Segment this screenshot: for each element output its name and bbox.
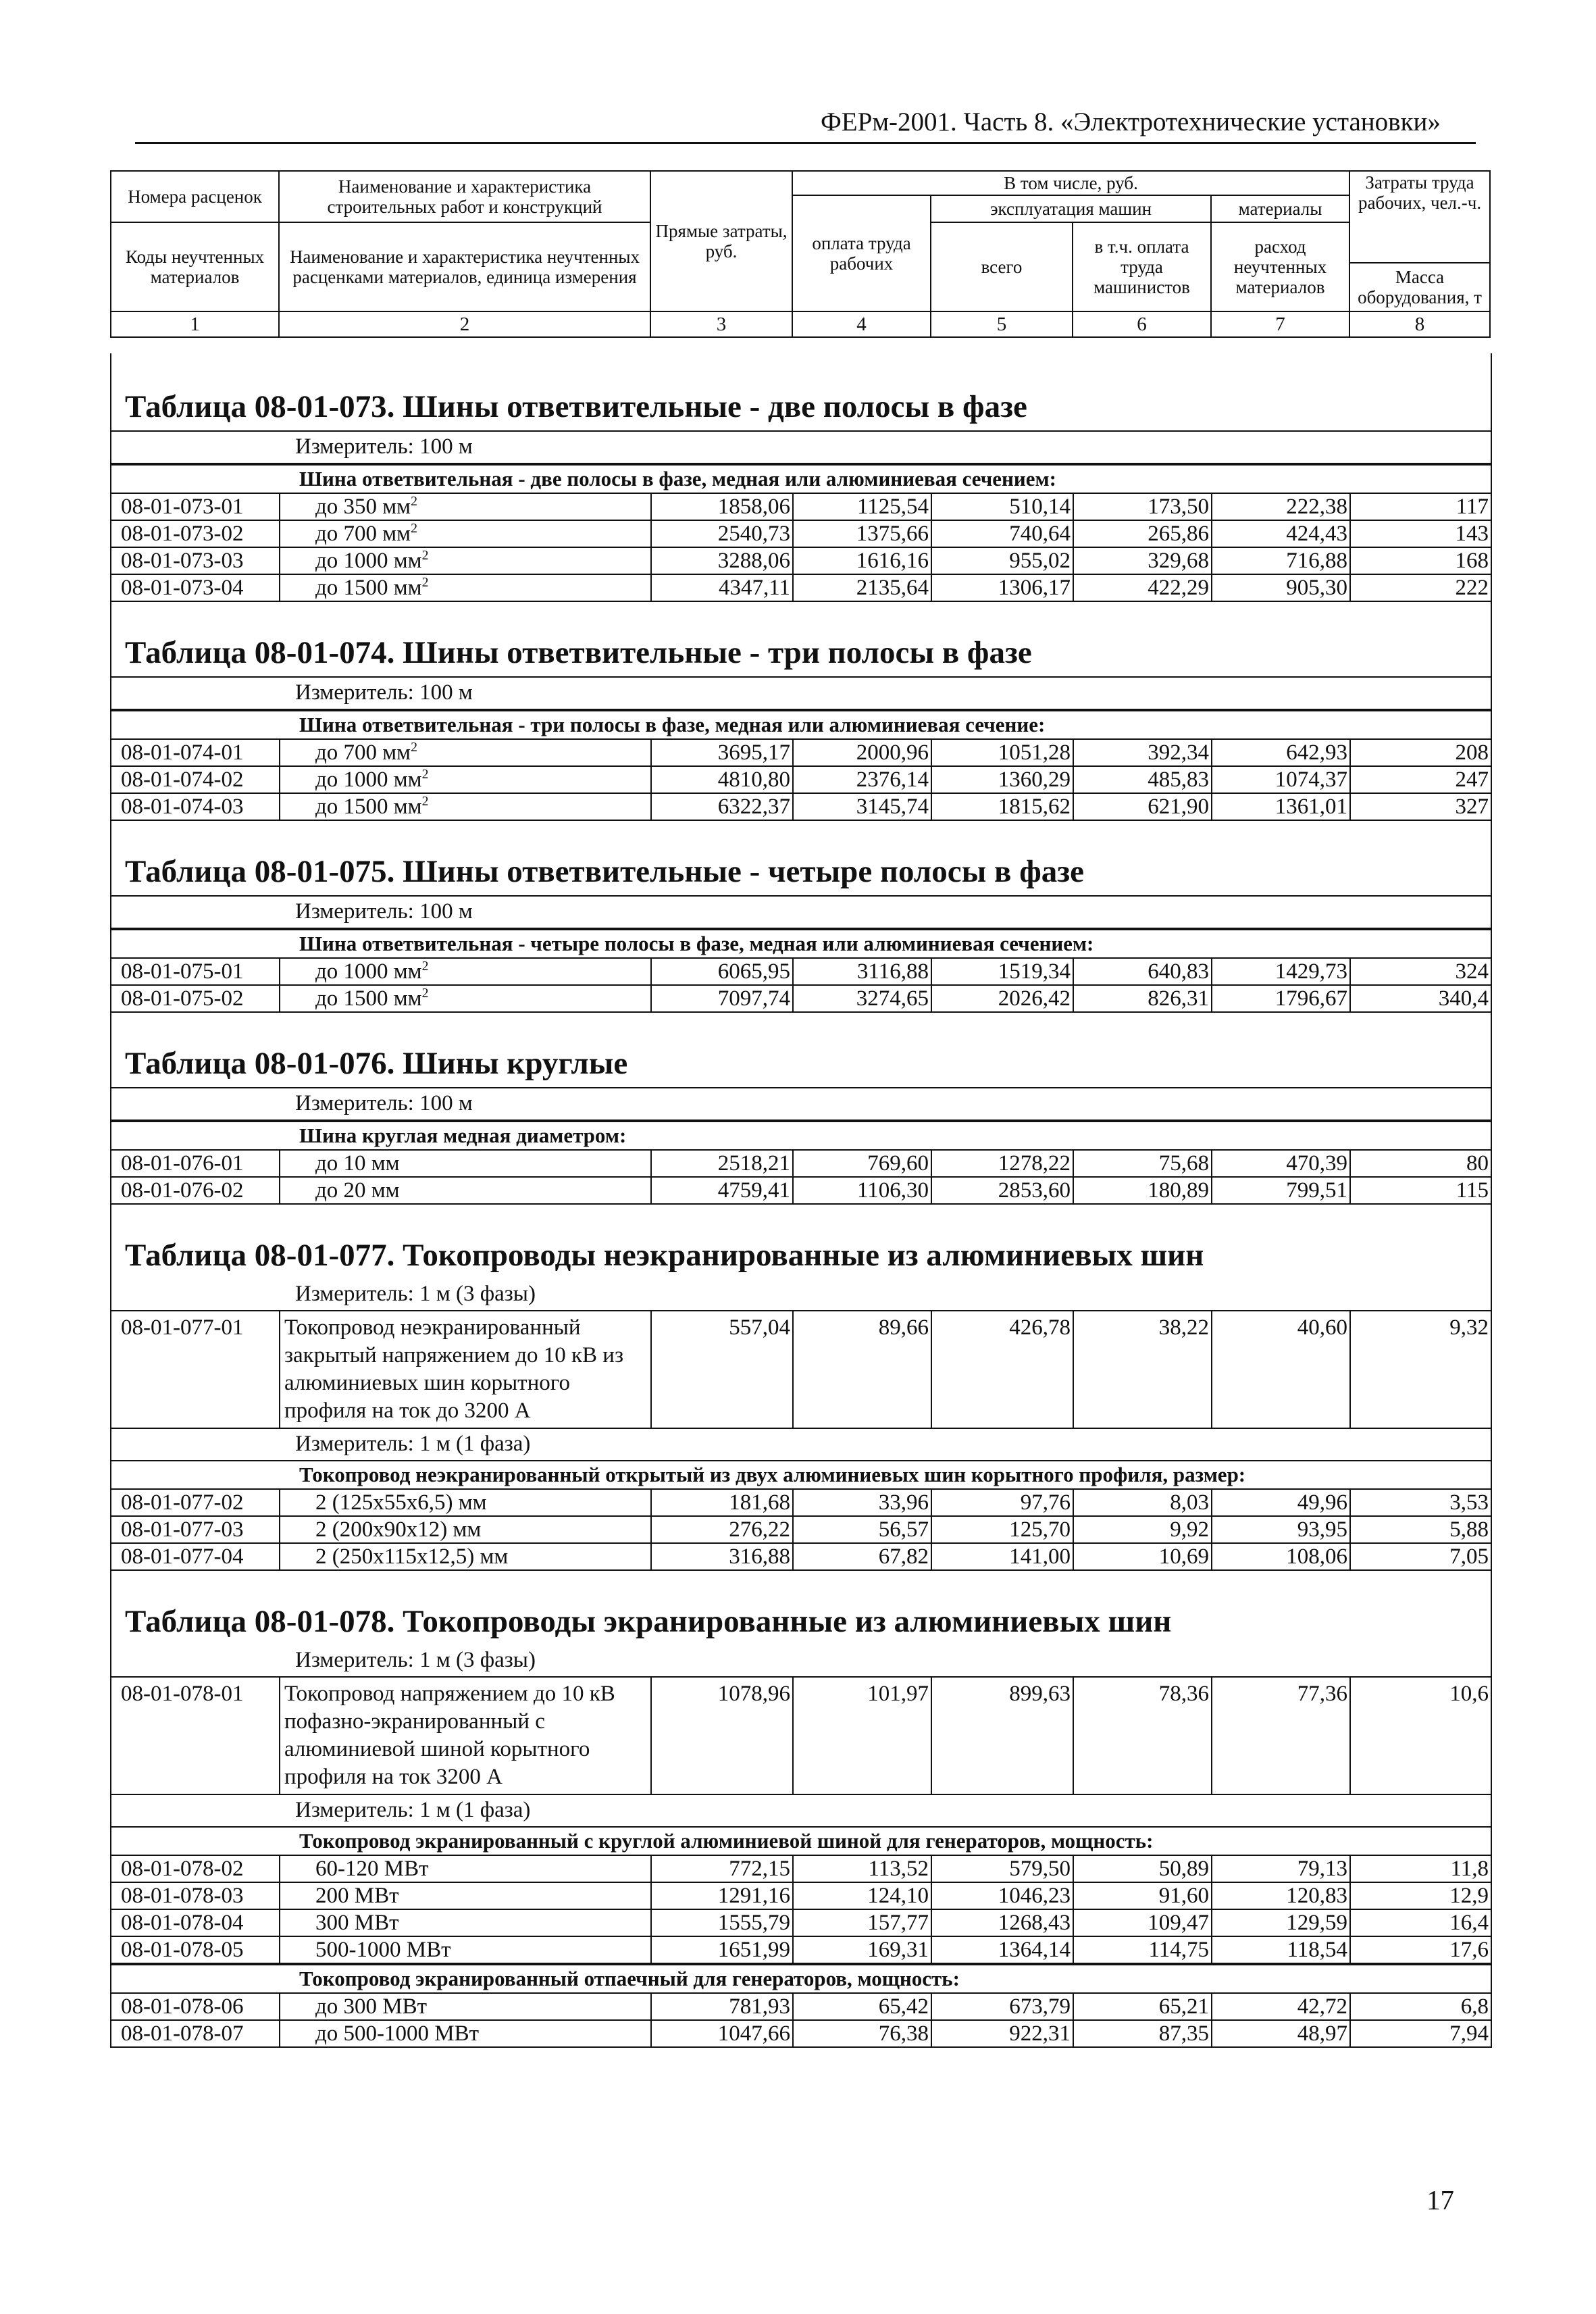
rate-code-cell: 08-01-076-01 (111, 1151, 280, 1177)
section-heading: Шина ответвительная - три полосы в фазе, медная или алюминиевая сечение: (111, 710, 1491, 740)
machines-cost-cell: 922,31 (931, 2020, 1073, 2047)
rate-code-cell: 08-01-078-02 (111, 1856, 280, 1882)
labor-cost-cell: 33,96 (793, 1490, 931, 1516)
labor-cost-cell: 2376,14 (793, 766, 931, 793)
table-block (111, 388, 1491, 602)
table-row (111, 520, 1491, 547)
data-table (111, 959, 1491, 1013)
machines-cost-cell: 125,70 (931, 1516, 1073, 1543)
direct-cost-cell: 781,93 (651, 1994, 793, 2020)
work-name-text: до 1500 мм (315, 576, 422, 600)
operators-cost-cell: 38,22 (1073, 1311, 1212, 1428)
direct-cost-cell: 316,88 (651, 1543, 793, 1570)
tables-container (110, 353, 1492, 2048)
header-rule (135, 142, 1476, 144)
direct-cost-cell: 1047,66 (651, 2020, 793, 2047)
labor-cost-cell: 113,52 (793, 1856, 931, 1882)
materials-cell: 118,54 (1212, 1936, 1350, 1963)
operators-cost-cell: 826,31 (1073, 985, 1212, 1012)
work-name-cell (280, 1516, 651, 1543)
rate-code-cell: 08-01-078-03 (111, 1882, 280, 1909)
meter-label: Измеритель: 100 м (111, 1087, 1491, 1121)
machines-cost-cell: 510,14 (931, 494, 1073, 520)
data-table (111, 1856, 1491, 1964)
materials-cell: 1074,37 (1212, 766, 1350, 793)
data-table (111, 1994, 1491, 2048)
direct-cost-cell: 772,15 (651, 1856, 793, 1882)
unit-superscript: 2 (411, 494, 417, 509)
rate-code-cell: 08-01-075-01 (111, 959, 280, 985)
table-row (111, 1882, 1491, 1909)
work-name-cell (280, 1177, 651, 1204)
labor-hours-cell: 3,53 (1350, 1490, 1491, 1516)
col6-header: в т.ч. оплата труда машинистов (1073, 222, 1211, 311)
unit-superscript: 2 (421, 575, 429, 590)
materials-cell: 716,88 (1212, 547, 1350, 574)
data-table (111, 1490, 1491, 1571)
operators-cost-cell: 109,47 (1073, 1909, 1212, 1936)
col8-header-bottom: Масса оборудования, т (1349, 263, 1490, 311)
machines-cost-cell: 1360,29 (931, 766, 1073, 793)
labor-cost-cell: 3116,88 (793, 959, 931, 985)
rate-code-cell: 08-01-073-04 (111, 574, 280, 601)
materials-cell: 120,83 (1212, 1882, 1350, 1909)
materials-cell: 49,96 (1212, 1490, 1350, 1516)
page-header: ФЕРм-2001. Часть 8. «Электротехнические установки» (821, 107, 1441, 136)
work-name-text: до 700 мм (315, 740, 411, 765)
rate-code-cell: 08-01-073-01 (111, 494, 280, 520)
work-name-cell (280, 985, 651, 1012)
work-name-cell (280, 766, 651, 793)
machines-cost-cell: 955,02 (931, 547, 1073, 574)
section-heading: Шина круглая медная диаметром: (111, 1121, 1491, 1151)
direct-cost-cell: 4810,80 (651, 766, 793, 793)
section-heading: Токопровод экранированный отпаечный для генераторов, мощность: (111, 1964, 1491, 1994)
machines-cost-cell: 141,00 (931, 1543, 1073, 1570)
labor-hours-cell: 17,6 (1350, 1936, 1491, 1963)
rate-code-cell: 08-01-078-01 (111, 1677, 280, 1794)
work-name-cell (280, 1490, 651, 1516)
col5-header: всего (931, 222, 1073, 311)
table-title: Таблица 08-01-077. Токопроводы неэкранированные из алюминиевых шин (125, 1238, 1204, 1273)
work-name-cell (280, 2020, 651, 2047)
labor-cost-cell: 67,82 (793, 1543, 931, 1570)
direct-cost-cell: 276,22 (651, 1516, 793, 1543)
table-title: Таблица 08-01-075. Шины ответвительные - четыре полосы в фазе (125, 854, 1084, 889)
direct-cost-cell: 1858,06 (651, 494, 793, 520)
operators-cost-cell: 485,83 (1073, 766, 1212, 793)
labor-hours-cell: 80 (1350, 1151, 1491, 1177)
work-name-cell: Токопровод напряжением до 10 кВ пофазно-экранированный с алюминиевой шиной корытного профиля на ток 3200 А (280, 1677, 651, 1794)
operators-cost-cell: 50,89 (1073, 1856, 1212, 1882)
work-name-text: 500-1000 МВт (315, 1938, 451, 1962)
direct-cost-cell: 3695,17 (651, 740, 793, 766)
column-number: 5 (931, 311, 1073, 337)
work-name-text: до 350 мм (315, 495, 411, 519)
operators-cost-cell: 422,29 (1073, 574, 1212, 601)
direct-cost-cell: 1555,79 (651, 1909, 793, 1936)
labor-hours-cell: 5,88 (1350, 1516, 1491, 1543)
operators-cost-cell: 114,75 (1073, 1936, 1212, 1963)
work-name-cell (280, 1994, 651, 2020)
operators-cost-cell: 87,35 (1073, 2020, 1212, 2047)
direct-cost-cell: 2518,21 (651, 1151, 793, 1177)
labor-cost-cell: 1106,30 (793, 1177, 931, 1204)
materials-cell: 79,13 (1212, 1856, 1350, 1882)
labor-cost-cell: 65,42 (793, 1994, 931, 2020)
machines-cost-cell: 740,64 (931, 520, 1073, 547)
work-name-text: 2 (250x115x12,5) мм (315, 1544, 509, 1569)
work-name-text: до 300 МВт (315, 1994, 428, 2019)
labor-hours-cell: 247 (1350, 766, 1491, 793)
work-name-cell (280, 1151, 651, 1177)
work-name-cell (280, 494, 651, 520)
direct-cost-cell: 1078,96 (651, 1677, 793, 1794)
work-name-cell (280, 574, 651, 601)
work-name-text: 60-120 МВт (315, 1857, 429, 1881)
rate-code-cell: 08-01-077-01 (111, 1311, 280, 1428)
operators-cost-cell: 75,68 (1073, 1151, 1212, 1177)
unit-superscript: 2 (421, 986, 429, 1001)
machines-cost-cell: 1268,43 (931, 1909, 1073, 1936)
materials-cell: 42,72 (1212, 1994, 1350, 2020)
labor-hours-cell: 208 (1350, 740, 1491, 766)
column-number: 8 (1349, 311, 1490, 337)
rate-code-cell: 08-01-078-06 (111, 1994, 280, 2020)
column-number: 7 (1211, 311, 1349, 337)
table-row (111, 1177, 1491, 1204)
work-name-cell (280, 1936, 651, 1963)
labor-cost-cell: 76,38 (793, 2020, 931, 2047)
unit-superscript: 2 (421, 767, 429, 782)
labor-cost-cell: 3145,74 (793, 793, 931, 820)
operators-cost-cell: 621,90 (1073, 793, 1212, 820)
work-name-text: 200 МВт (315, 1884, 399, 1908)
rate-code-cell: 08-01-073-02 (111, 520, 280, 547)
operators-cost-cell: 640,83 (1073, 959, 1212, 985)
labor-cost-cell: 56,57 (793, 1516, 931, 1543)
column-number: 3 (650, 311, 792, 337)
labor-hours-cell: 327 (1350, 793, 1491, 820)
operators-cost-cell: 91,60 (1073, 1882, 1212, 1909)
rate-code-cell: 08-01-074-01 (111, 740, 280, 766)
col1-header-top: Номера расценок (111, 171, 279, 222)
column-number: 6 (1073, 311, 1211, 337)
direct-cost-cell: 181,68 (651, 1490, 793, 1516)
work-name-cell (280, 1543, 651, 1570)
operators-cost-cell: 65,21 (1073, 1994, 1212, 2020)
meter-label: Измеритель: 1 м (1 фаза) (295, 1432, 531, 1456)
direct-cost-cell: 4347,11 (651, 574, 793, 601)
table-row (111, 2020, 1491, 2047)
machines-cost-cell: 673,79 (931, 1994, 1073, 2020)
table-row (111, 494, 1491, 520)
table-row (111, 547, 1491, 574)
materials-cell: 40,60 (1212, 1311, 1350, 1428)
col2-header-bottom: Наименование и характеристика неучтенных расценками материалов, единица измерения (279, 222, 650, 311)
table-row (111, 1856, 1491, 1882)
table-row (111, 574, 1491, 601)
materials-cell: 129,59 (1212, 1909, 1350, 1936)
operators-cost-cell: 8,03 (1073, 1490, 1212, 1516)
work-name-text: 2 (125x55x6,5) мм (315, 1490, 487, 1515)
section-heading: Шина ответвительная - две полосы в фазе, медная или алюминиевая сечением: (111, 464, 1491, 494)
machines-cost-cell: 2026,42 (931, 985, 1073, 1012)
column-number-row (111, 311, 1490, 337)
work-name-text: 2 (200x90x12) мм (315, 1517, 482, 1542)
labor-hours-cell: 7,05 (1350, 1543, 1491, 1570)
table-title: Таблица 08-01-073. Шины ответвительные - две полосы в фазе (125, 389, 1027, 424)
work-name-text: до 500-1000 МВт (315, 2021, 480, 2046)
work-name-cell (280, 547, 651, 574)
col8-header-top: Затраты труда рабочих, чел.-ч. (1349, 171, 1490, 263)
table-row (111, 740, 1491, 766)
labor-hours-cell: 10,6 (1350, 1677, 1491, 1794)
materials-cell: 470,39 (1212, 1151, 1350, 1177)
unit-superscript: 2 (421, 959, 429, 974)
data-table (111, 1151, 1491, 1205)
machines-cost-cell: 579,50 (931, 1856, 1073, 1882)
rate-code-cell: 08-01-077-03 (111, 1516, 280, 1543)
table-row (111, 1994, 1491, 2020)
data-table (111, 494, 1491, 602)
table-block (111, 1045, 1491, 1205)
table-title: Таблица 08-01-078. Токопроводы экранированные из алюминиевых шин (125, 1604, 1172, 1639)
rate-code-cell: 08-01-074-02 (111, 766, 280, 793)
machines-cost-cell: 1364,14 (931, 1936, 1073, 1963)
work-name-text: до 1000 мм (315, 549, 422, 573)
materials-cell: 1796,67 (1212, 985, 1350, 1012)
direct-cost-cell: 4759,41 (651, 1177, 793, 1204)
labor-hours-cell: 12,9 (1350, 1882, 1491, 1909)
rate-code-cell: 08-01-077-04 (111, 1543, 280, 1570)
work-name-cell (280, 520, 651, 547)
labor-hours-cell: 143 (1350, 520, 1491, 547)
table-row (111, 1543, 1491, 1570)
machines-group-header: эксплуатация машин (931, 195, 1211, 222)
table-row (111, 1677, 1491, 1794)
rate-code-cell: 08-01-073-03 (111, 547, 280, 574)
direct-cost-cell: 6065,95 (651, 959, 793, 985)
machines-cost-cell: 426,78 (931, 1311, 1073, 1428)
materials-cell: 77,36 (1212, 1677, 1350, 1794)
table-row (111, 1311, 1491, 1428)
table-row (111, 1516, 1491, 1543)
meter-label: Измеритель: 1 м (1 фаза) (295, 1798, 531, 1822)
rate-code-cell: 08-01-078-05 (111, 1936, 280, 1963)
table-row (111, 1490, 1491, 1516)
section-heading: Токопровод экранированный с круглой алюминиевой шиной для генераторов, мощность: (111, 1826, 1491, 1856)
labor-hours-cell: 115 (1350, 1177, 1491, 1204)
machines-cost-cell: 1278,22 (931, 1151, 1073, 1177)
work-name-cell (280, 793, 651, 820)
materials-cell: 905,30 (1212, 574, 1350, 601)
section-heading: Шина ответвительная - четыре полосы в фазе, медная или алюминиевая сечением: (111, 929, 1491, 959)
rate-code-cell: 08-01-074-03 (111, 793, 280, 820)
operators-cost-cell: 173,50 (1073, 494, 1212, 520)
table-block (111, 634, 1491, 821)
labor-cost-cell: 1616,16 (793, 547, 931, 574)
materials-cell: 108,06 (1212, 1543, 1350, 1570)
labor-cost-cell: 124,10 (793, 1882, 931, 1909)
direct-cost-cell: 3288,06 (651, 547, 793, 574)
col7-header: расход неучтенных материалов (1211, 222, 1349, 311)
work-name-text: 300 МВт (315, 1911, 399, 1935)
materials-cell: 48,97 (1212, 2020, 1350, 2047)
table-block (111, 853, 1491, 1013)
col3-header: Прямые затраты, руб. (650, 171, 792, 311)
work-name-text: до 1000 мм (315, 959, 422, 984)
labor-cost-cell: 169,31 (793, 1936, 931, 1963)
work-name-cell: Токопровод неэкранированный закрытый напряжением до 10 кВ из алюминиевых шин корытного профиля на ток до 3200 А (280, 1311, 651, 1428)
table-block (111, 1237, 1491, 1571)
column-header-table (110, 170, 1491, 338)
materials-cell: 1361,01 (1212, 793, 1350, 820)
work-name-cell (280, 1882, 651, 1909)
work-name-text: до 1500 мм (315, 986, 422, 1011)
work-name-text: до 1500 мм (315, 795, 422, 819)
col4-header: оплата труда рабочих (792, 195, 931, 311)
table-title: Таблица 08-01-076. Шины круглые (125, 1046, 628, 1081)
direct-cost-cell: 6322,37 (651, 793, 793, 820)
materials-cell: 222,38 (1212, 494, 1350, 520)
labor-hours-cell: 7,94 (1350, 2020, 1491, 2047)
direct-cost-cell: 1291,16 (651, 1882, 793, 1909)
data-table (111, 1676, 1491, 1795)
labor-hours-cell: 9,32 (1350, 1311, 1491, 1428)
column-number: 2 (279, 311, 650, 337)
rate-code-cell: 08-01-075-02 (111, 985, 280, 1012)
col2-header-top: Наименование и характеристика строительных работ и конструкций (279, 171, 650, 222)
machines-cost-cell: 97,76 (931, 1490, 1073, 1516)
labor-hours-cell: 340,4 (1350, 985, 1491, 1012)
incl-group-header: В том числе, руб. (792, 171, 1349, 195)
data-table (111, 1310, 1491, 1429)
labor-cost-cell: 1125,54 (793, 494, 931, 520)
materials-group-header: материалы (1211, 195, 1349, 222)
machines-cost-cell: 1815,62 (931, 793, 1073, 820)
machines-cost-cell: 1046,23 (931, 1882, 1073, 1909)
labor-cost-cell: 2000,96 (793, 740, 931, 766)
table-row (111, 793, 1491, 820)
unit-superscript: 2 (411, 740, 417, 755)
labor-cost-cell: 2135,64 (793, 574, 931, 601)
work-name-text: до 1000 мм (315, 768, 422, 792)
machines-cost-cell: 899,63 (931, 1677, 1073, 1794)
labor-hours-cell: 324 (1350, 959, 1491, 985)
rate-code-cell: 08-01-076-02 (111, 1177, 280, 1204)
machines-cost-cell: 1519,34 (931, 959, 1073, 985)
machines-cost-cell: 2853,60 (931, 1177, 1073, 1204)
table-row (111, 766, 1491, 793)
labor-cost-cell: 157,77 (793, 1909, 931, 1936)
materials-cell: 799,51 (1212, 1177, 1350, 1204)
machines-cost-cell: 1306,17 (931, 574, 1073, 601)
labor-hours-cell: 117 (1350, 494, 1491, 520)
operators-cost-cell: 180,89 (1073, 1177, 1212, 1204)
operators-cost-cell: 9,92 (1073, 1516, 1212, 1543)
column-number: 1 (111, 311, 279, 337)
labor-hours-cell: 168 (1350, 547, 1491, 574)
data-table (111, 740, 1491, 821)
rate-code-cell: 08-01-078-07 (111, 2020, 280, 2047)
meter-label: Измеритель: 100 м (111, 676, 1491, 710)
labor-hours-cell: 11,8 (1350, 1856, 1491, 1882)
table-title: Таблица 08-01-074. Шины ответвительные - три полосы в фазе (125, 635, 1032, 670)
direct-cost-cell: 7097,74 (651, 985, 793, 1012)
labor-hours-cell: 6,8 (1350, 1994, 1491, 2020)
unit-superscript: 2 (421, 548, 429, 563)
machines-cost-cell: 1051,28 (931, 740, 1073, 766)
labor-cost-cell: 1375,66 (793, 520, 931, 547)
meter-label: Измеритель: 100 м (111, 895, 1491, 929)
materials-cell: 424,43 (1212, 520, 1350, 547)
labor-hours-cell: 222 (1350, 574, 1491, 601)
direct-cost-cell: 557,04 (651, 1311, 793, 1428)
work-name-cell (280, 959, 651, 985)
page-number: 17 (1426, 2184, 1454, 2215)
materials-cell: 1429,73 (1212, 959, 1350, 985)
table-row (111, 959, 1491, 985)
labor-hours-cell: 16,4 (1350, 1909, 1491, 1936)
work-name-cell (280, 1909, 651, 1936)
direct-cost-cell: 2540,73 (651, 520, 793, 547)
operators-cost-cell: 265,86 (1073, 520, 1212, 547)
meter-label: Измеритель: 100 м (111, 430, 1491, 464)
column-number: 4 (792, 311, 931, 337)
materials-cell: 93,95 (1212, 1516, 1350, 1543)
direct-cost-cell: 1651,99 (651, 1936, 793, 1963)
operators-cost-cell: 78,36 (1073, 1677, 1212, 1794)
work-name-text: до 10 мм (315, 1151, 400, 1176)
work-name-cell (280, 740, 651, 766)
meter-label: Измеритель: 1 м (3 фазы) (295, 1282, 536, 1306)
materials-cell: 642,93 (1212, 740, 1350, 766)
unit-superscript: 2 (421, 794, 429, 809)
labor-cost-cell: 89,66 (793, 1311, 931, 1428)
table-block (111, 1603, 1491, 2048)
rate-code-cell: 08-01-078-04 (111, 1909, 280, 1936)
labor-cost-cell: 3274,65 (793, 985, 931, 1012)
operators-cost-cell: 10,69 (1073, 1543, 1212, 1570)
operators-cost-cell: 392,34 (1073, 740, 1212, 766)
work-name-text: до 20 мм (315, 1178, 400, 1203)
rate-code-cell: 08-01-077-02 (111, 1490, 280, 1516)
table-row (111, 1151, 1491, 1177)
meter-label: Измеритель: 1 м (3 фазы) (295, 1648, 536, 1672)
col1-header-bottom: Коды неучтенных материалов (111, 222, 279, 311)
table-row (111, 1936, 1491, 1963)
work-name-text: до 700 мм (315, 522, 411, 546)
unit-superscript: 2 (411, 521, 417, 536)
labor-cost-cell: 769,60 (793, 1151, 931, 1177)
table-row (111, 1909, 1491, 1936)
labor-cost-cell: 101,97 (793, 1677, 931, 1794)
work-name-cell (280, 1856, 651, 1882)
operators-cost-cell: 329,68 (1073, 547, 1212, 574)
table-row (111, 985, 1491, 1012)
section-heading: Токопровод неэкранированный открытый из двух алюминиевых шин корытного профиля, размер: (111, 1460, 1491, 1490)
